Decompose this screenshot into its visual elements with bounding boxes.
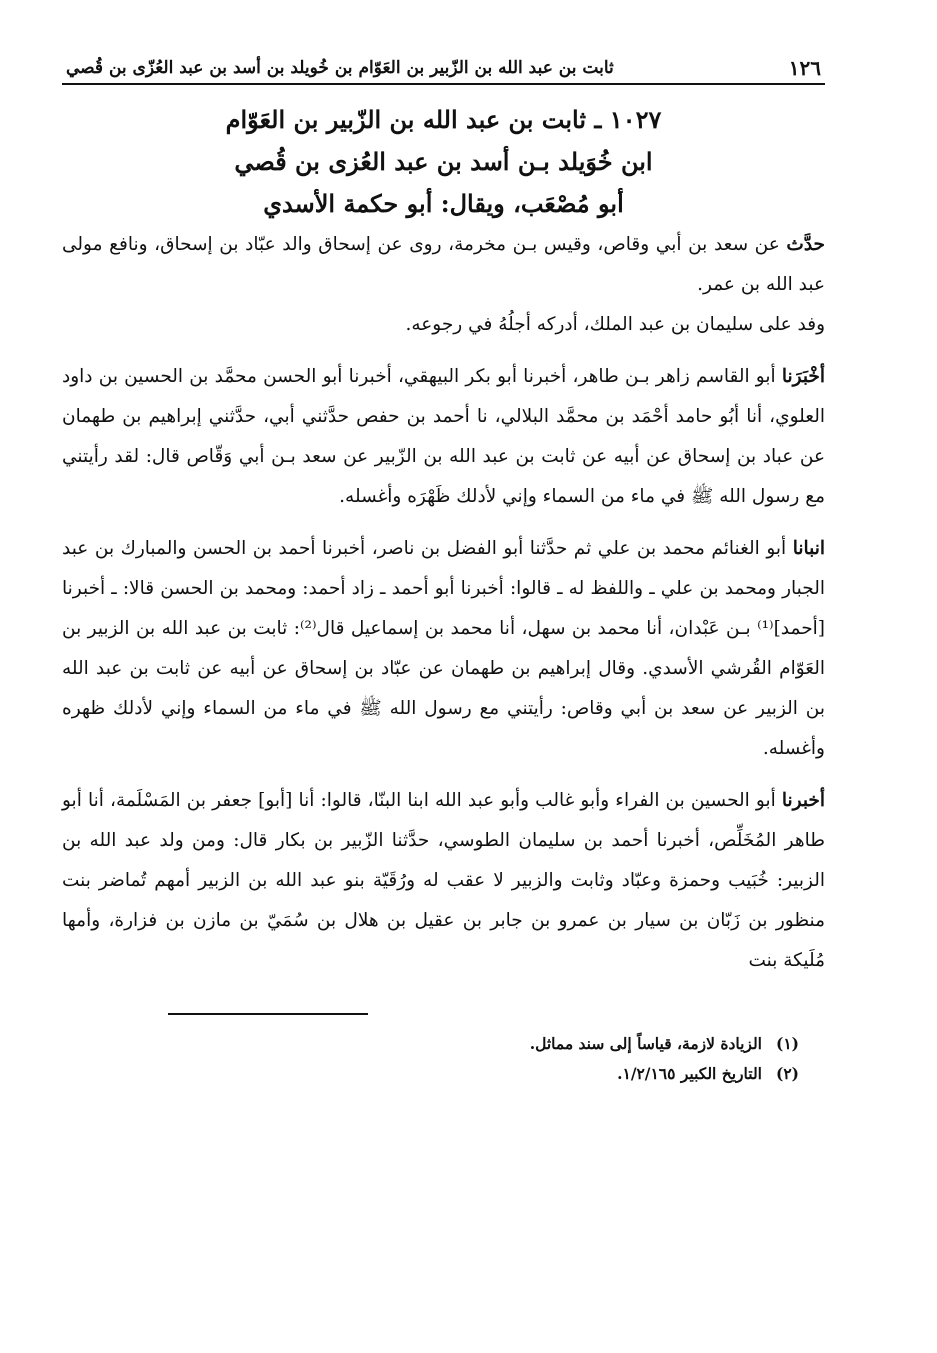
paragraph-text: أبو القاسم زاهر بـن طاهر، أخبرنا أبو بكر البيهقي، أخبرنا أبو الحسن محمَّد بن الحسين بن داود العلوي، أنا أبُو حامد أحْمَد بن محمَّد البلالي، نا أحمد بن حفص حدَّثني أبي، حدَّثني إبراهيم بن طهمان عن عباد بن إسحاق عن أبيه عن ثابت بن عبد الله بن الزّبير عن سعد بـن أبي وَقّاص قال: لقد رأيتني مع رسول الله ﷺ في ماء من السماء وإني لأدلك ظَهْرَه وأغسله. — [62, 366, 825, 507]
footnote-2 — [62, 1059, 825, 1089]
book-page — [62, 55, 825, 1313]
paragraph-text: أبو الغنائم محمد بن علي ثم حدَّثنا أبو الفضل بن ناصر، أخبرنا أحمد بن الحسن والمبارك بن عبد الجبار ومحمد بن علي ـ واللفظ له ـ قالوا: أخبرنا أبو أحمد ـ زاد أحمد: ومحمد بن الحسن قالا: ـ أخبرنا [أحمد]⁽¹⁾ بـن عَبْدان، أنا محمد بن سهل، أنا محمد بن إسماعيل قال⁽²⁾: ثابت بن عبد الله بن الزبير بن العَوّام القُرشي الأسدي. وقال إبراهيم بن طهمان عن عبّاد بن إسحاق عن أبيه عن ثابت بن عبد الله بن الزبير عن سعد بن أبي وقاص: رأيتني مع رسول الله ﷺ في ماء من السماء وإني لأدلك ظهره وأغسله. — [62, 538, 825, 759]
paragraph-wafada — [62, 305, 825, 345]
paragraph-hadath — [62, 225, 825, 305]
footnote-text: التاريخ الكبير ١/٢/١٦٥. — [617, 1064, 762, 1083]
paragraph-akhbarana-1 — [62, 357, 825, 517]
paragraph-anbana — [62, 529, 825, 769]
paragraph-lead: أخْبَرَنا — [781, 366, 825, 387]
paragraph-lead: أخبرنا — [781, 790, 825, 811]
footnote-text: الزيادة لازمة، قياساً إلى سند مماثل. — [529, 1034, 762, 1053]
paragraph-text: عن سعد بن أبي وقاص، وقيس بـن مخرمة، روى عن إسحاق والد عبّاد بن إسحاق، ونافع مولى عبد الله بن عمر. — [62, 234, 825, 295]
running-head — [62, 55, 825, 85]
footnote-number: (٢) — [775, 1064, 799, 1083]
paragraph-text: أبو الحسين بن الفراء وأبو غالب وأبو عبد الله ابنا البنّا، قالوا: أنا [أبو] جعفر بن المَسْلَمة، أنا أبو طاهر المُخَلِّص، أخبرنا أحمد بن سليمان الطوسي، حدَّثنا الزّبير بن بكار قال: ومن ولد عبد الله بن الزبير: خُبَيب وحمزة وعبّاد وثابت والزبير لا عقب له ورُقَيّة بنو عبد الله بن الزبير أمهم تُماضر بنت منظور بن زَبّان بن سيار بن عمرو بن جابر بن عقيل بن هلال بن سُمَيّ بن مازن بن فزارة، وأمها مُلَيكة بنت — [62, 790, 825, 971]
entry-heading-line-3: أبو مُصْعَب، ويقال: أبو حكمة الأسدي — [263, 189, 624, 218]
paragraph-akhbarana-2 — [62, 781, 825, 981]
footnote-1 — [62, 1029, 825, 1059]
entry-heading — [62, 99, 825, 225]
running-head-title: ثابت بن عبد الله بن الزّبير بن العَوّام بن خُويلد بن أسد بن عبد العُزّى بن قُصي — [66, 58, 614, 78]
paragraph-lead: حدَّث — [786, 234, 825, 255]
entry-heading-line-2: ابن خُوَيلد بـن أسد بن عبد العُزى بن قُصي — [234, 147, 653, 176]
footnotes — [62, 1029, 825, 1089]
paragraph-text: وفد على سليمان بن عبد الملك، أدركه أجلُهُ في رجوعه. — [405, 314, 825, 335]
paragraph-lead: انبانا — [792, 538, 825, 559]
footnote-number: (١) — [775, 1034, 799, 1053]
footnote-separator — [168, 1013, 368, 1015]
footnote-separator-wrap — [62, 981, 825, 1015]
entry-heading-line-1: ١٠٢٧ ـ ثابت بن عبد الله بن الزّبير بن العَوّام — [225, 105, 662, 134]
page-number: ١٢٦ — [788, 56, 821, 80]
